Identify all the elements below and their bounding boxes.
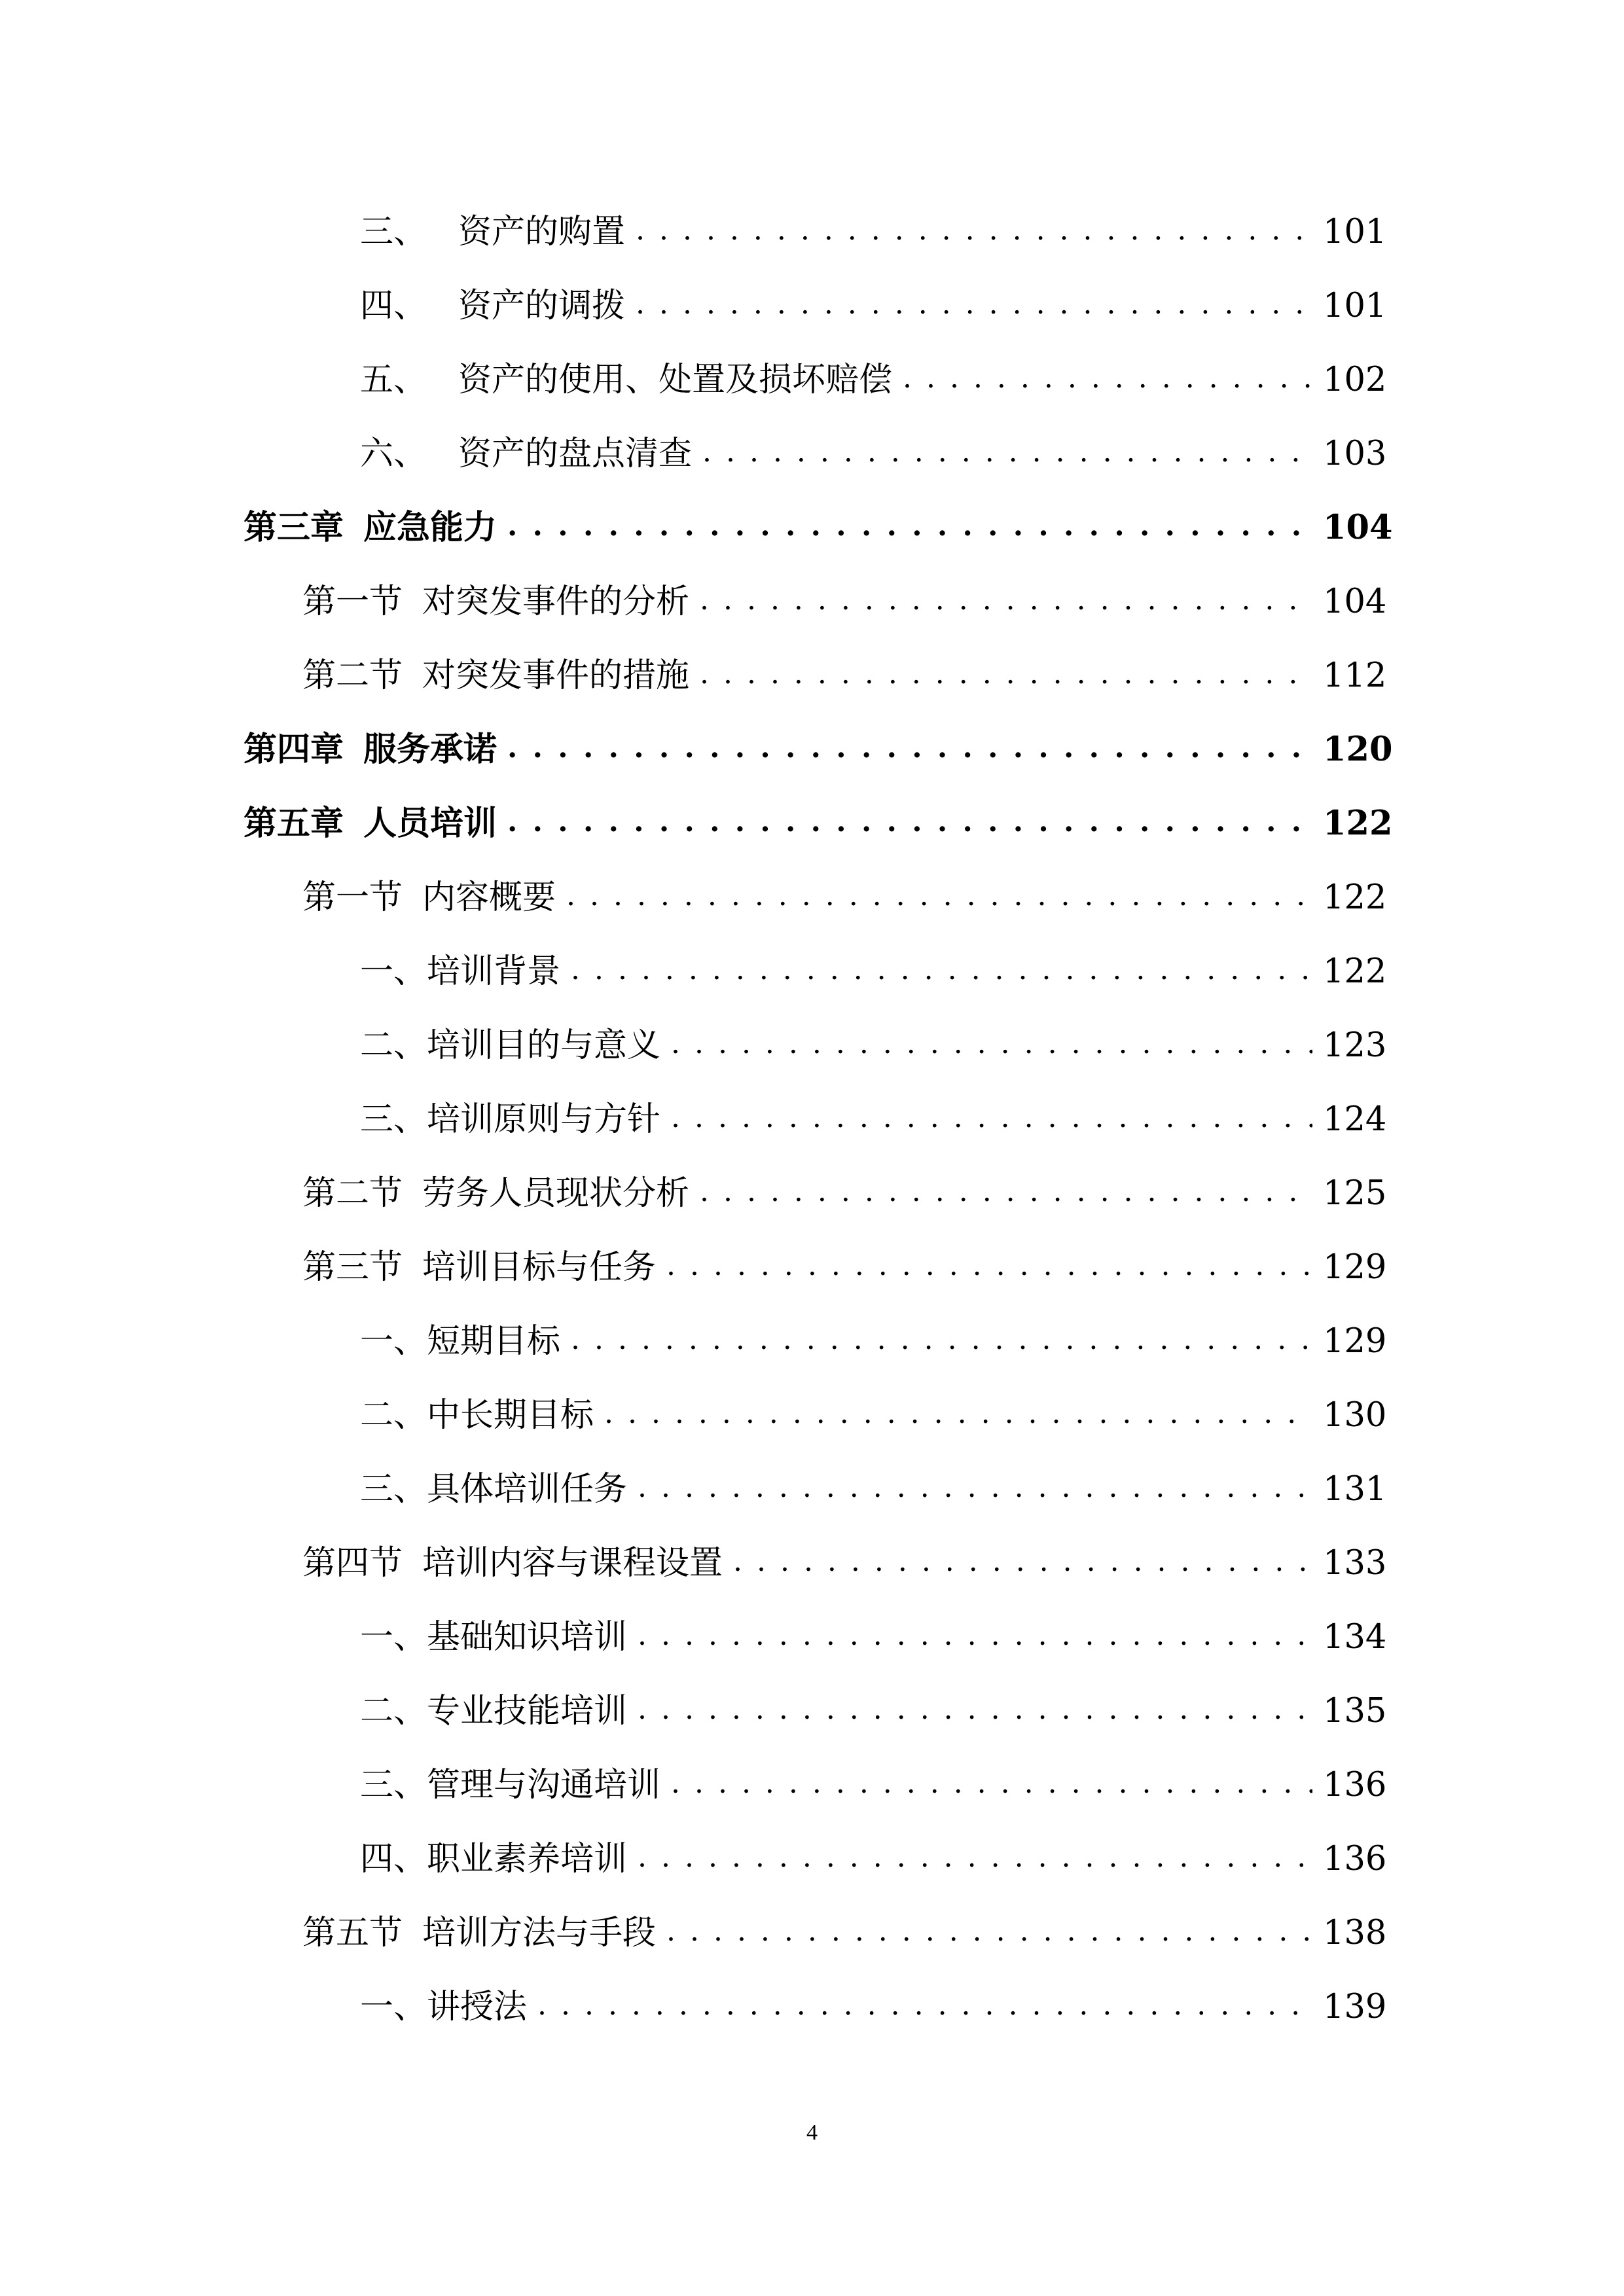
toc-entry[interactable] xyxy=(360,270,1387,325)
toc-entry-section[interactable] xyxy=(302,1897,1387,1952)
dot-leader xyxy=(666,1920,1312,1946)
entry-page-number: 101 xyxy=(1323,213,1387,251)
entry-number: 第三节 xyxy=(302,1248,403,1287)
entry-page-number: 103 xyxy=(1323,435,1387,473)
dot-leader xyxy=(638,1476,1312,1502)
dot-leader xyxy=(507,514,1312,541)
entry-label xyxy=(360,1100,661,1139)
entry-title: 培训背景 xyxy=(427,952,561,991)
dot-leader xyxy=(604,1402,1312,1428)
toc-entry[interactable] xyxy=(360,1749,1387,1804)
entry-page-number: 124 xyxy=(1323,1100,1387,1139)
entry-number: 三、 xyxy=(360,1470,427,1509)
toc-entry-section[interactable] xyxy=(302,640,1387,695)
entry-title: 资产的购置 xyxy=(458,213,626,251)
entry-page-number: 138 xyxy=(1323,1914,1387,1952)
entry-page-number: 102 xyxy=(1323,361,1387,399)
entry-label xyxy=(244,508,497,547)
entry-title: 培训内容与课程设置 xyxy=(422,1544,723,1583)
entry-title: 资产的调拨 xyxy=(458,287,626,325)
entry-label xyxy=(302,1248,657,1287)
toc-entry-section[interactable] xyxy=(302,1528,1387,1583)
page-number: 4 xyxy=(806,2121,818,2145)
entry-label xyxy=(302,656,690,695)
entry-title: 培训目标与任务 xyxy=(422,1248,657,1287)
entry-number: 第一节 xyxy=(302,583,403,621)
entry-number: 第五节 xyxy=(302,1914,403,1952)
entry-label xyxy=(360,1842,627,1876)
dot-leader xyxy=(571,958,1312,984)
entry-title: 内容概要 xyxy=(422,878,556,917)
entry-label xyxy=(302,1174,690,1213)
entry-title: 专业技能培训 xyxy=(427,1692,628,1731)
entry-number: 第五章 xyxy=(244,804,344,843)
entry-number: 二、 xyxy=(360,1026,427,1065)
entry-label xyxy=(360,1026,661,1065)
toc-entry-section[interactable] xyxy=(302,1158,1387,1213)
entry-number: 四、 xyxy=(360,1840,427,1878)
entry-number: 第二节 xyxy=(302,656,403,695)
entry-title: 应急能力 xyxy=(363,508,497,547)
entry-number: 一、 xyxy=(360,1322,427,1361)
entry-label xyxy=(360,1990,527,2024)
entry-page-number: 129 xyxy=(1323,1322,1387,1361)
toc-entry-section[interactable] xyxy=(302,862,1387,917)
dot-leader xyxy=(537,1994,1312,2020)
entry-number: 六、 xyxy=(360,435,427,473)
entry-title: 培训目的与意义 xyxy=(427,1026,661,1065)
dot-leader xyxy=(700,588,1312,615)
entry-page-number: 101 xyxy=(1323,287,1387,325)
entry-label xyxy=(360,1396,594,1435)
entry-number: 五、 xyxy=(360,361,427,399)
toc-entry[interactable] xyxy=(360,1971,1387,2026)
dot-leader xyxy=(700,1180,1312,1206)
entry-page-number: 135 xyxy=(1323,1692,1387,1731)
dot-leader xyxy=(671,1772,1312,1798)
entry-title: 中长期目标 xyxy=(427,1396,594,1435)
toc-entry[interactable] xyxy=(360,1823,1387,1878)
entry-title: 培训方法与手段 xyxy=(422,1914,657,1952)
entry-title: 管理与沟通培训 xyxy=(427,1766,661,1804)
entry-label xyxy=(360,437,692,471)
entry-page-number: 104 xyxy=(1323,583,1387,621)
entry-title: 劳务人员现状分析 xyxy=(422,1174,690,1213)
entry-page-number: 130 xyxy=(1323,1396,1387,1435)
entry-label xyxy=(360,1692,628,1731)
entry-title: 讲授法 xyxy=(427,1988,528,2026)
entry-page-number: 122 xyxy=(1323,952,1387,991)
entry-label xyxy=(360,1470,628,1509)
entry-page-number: 129 xyxy=(1323,1248,1387,1287)
dot-leader xyxy=(671,1106,1312,1132)
dot-leader xyxy=(903,367,1312,393)
entry-label xyxy=(302,585,689,619)
entry-label xyxy=(360,289,625,323)
dot-leader xyxy=(733,1550,1312,1576)
entry-page-number: 139 xyxy=(1323,1988,1387,2026)
toc-entry-chapter[interactable] xyxy=(244,714,1393,769)
entry-page-number: 125 xyxy=(1323,1174,1387,1213)
toc-entry[interactable] xyxy=(360,196,1387,251)
dot-leader xyxy=(566,884,1312,910)
toc-entry-section[interactable] xyxy=(302,566,1387,621)
entry-label xyxy=(360,1768,660,1802)
dot-leader xyxy=(636,219,1312,245)
entry-number: 一、 xyxy=(360,1988,427,2026)
entry-page-number: 123 xyxy=(1323,1026,1387,1065)
toc-entry[interactable] xyxy=(360,1084,1387,1139)
dot-leader xyxy=(638,1624,1312,1650)
toc-entry[interactable] xyxy=(360,936,1387,991)
entry-page-number: 122 xyxy=(1323,804,1393,843)
entry-number: 二、 xyxy=(360,1692,427,1731)
toc-entry-section[interactable] xyxy=(302,1232,1387,1287)
entry-page-number: 112 xyxy=(1323,656,1387,695)
entry-number: 二、 xyxy=(360,1396,427,1435)
entry-title: 人员培训 xyxy=(363,804,497,843)
entry-label xyxy=(302,878,556,917)
entry-number: 第三章 xyxy=(244,508,344,547)
toc-entry[interactable] xyxy=(360,418,1387,473)
entry-page-number: 133 xyxy=(1323,1544,1387,1583)
entry-label xyxy=(360,1322,561,1361)
entry-page-number: 131 xyxy=(1323,1470,1387,1509)
entry-page-number: 136 xyxy=(1323,1840,1387,1878)
entry-number: 四、 xyxy=(360,287,427,325)
entry-title: 短期目标 xyxy=(427,1322,561,1361)
entry-label xyxy=(244,804,497,843)
entry-label xyxy=(244,730,497,769)
entry-title: 服务承诺 xyxy=(363,730,497,769)
toc-entry[interactable] xyxy=(360,1602,1387,1657)
entry-number: 三、 xyxy=(360,213,427,251)
entry-label xyxy=(302,1916,656,1950)
dot-leader xyxy=(638,1698,1312,1724)
entry-label xyxy=(360,363,892,397)
entry-number: 第二节 xyxy=(302,1174,403,1213)
entry-number: 第四节 xyxy=(302,1544,403,1583)
entry-number: 三、 xyxy=(360,1100,427,1139)
entry-page-number: 120 xyxy=(1323,730,1393,769)
dot-leader xyxy=(666,1254,1312,1280)
entry-title: 对突发事件的分析 xyxy=(422,583,690,621)
toc-entry-chapter[interactable] xyxy=(244,492,1393,547)
entry-number: 一、 xyxy=(360,1618,427,1657)
dot-leader xyxy=(700,662,1312,689)
entry-label xyxy=(360,1618,628,1657)
entry-title: 对突发事件的措施 xyxy=(422,656,690,695)
toc-entry[interactable] xyxy=(360,1306,1387,1361)
toc-entry[interactable] xyxy=(360,1380,1387,1435)
entry-label xyxy=(360,215,625,249)
entry-page-number: 122 xyxy=(1323,878,1387,917)
entry-title: 职业素养培训 xyxy=(427,1840,628,1878)
entry-number: 三、 xyxy=(360,1766,427,1804)
toc-entry[interactable] xyxy=(360,1454,1387,1509)
entry-number: 一、 xyxy=(360,952,427,991)
entry-label xyxy=(302,1544,723,1583)
entry-title: 资产的盘点清查 xyxy=(458,435,693,473)
toc-entry[interactable] xyxy=(360,1010,1387,1065)
entry-number: 第四章 xyxy=(244,730,344,769)
entry-title: 具体培训任务 xyxy=(427,1470,628,1509)
entry-label xyxy=(360,952,561,991)
dot-leader xyxy=(507,736,1312,762)
entry-title: 基础知识培训 xyxy=(427,1618,628,1657)
dot-leader xyxy=(671,1032,1312,1058)
toc-entry[interactable] xyxy=(360,344,1387,399)
dot-leader xyxy=(507,810,1312,836)
dot-leader xyxy=(702,440,1312,467)
entry-title: 资产的使用、处置及损坏赔偿 xyxy=(458,361,893,399)
entry-page-number: 104 xyxy=(1323,508,1393,547)
dot-leader xyxy=(636,293,1312,319)
entry-number: 第一节 xyxy=(302,878,403,917)
dot-leader xyxy=(638,1846,1312,1872)
toc-entry-chapter[interactable] xyxy=(244,788,1393,843)
entry-page-number: 136 xyxy=(1323,1766,1387,1804)
dot-leader xyxy=(571,1328,1312,1354)
toc-entry[interactable] xyxy=(360,1676,1387,1731)
entry-title: 培训原则与方针 xyxy=(427,1100,661,1139)
entry-page-number: 134 xyxy=(1323,1618,1387,1657)
